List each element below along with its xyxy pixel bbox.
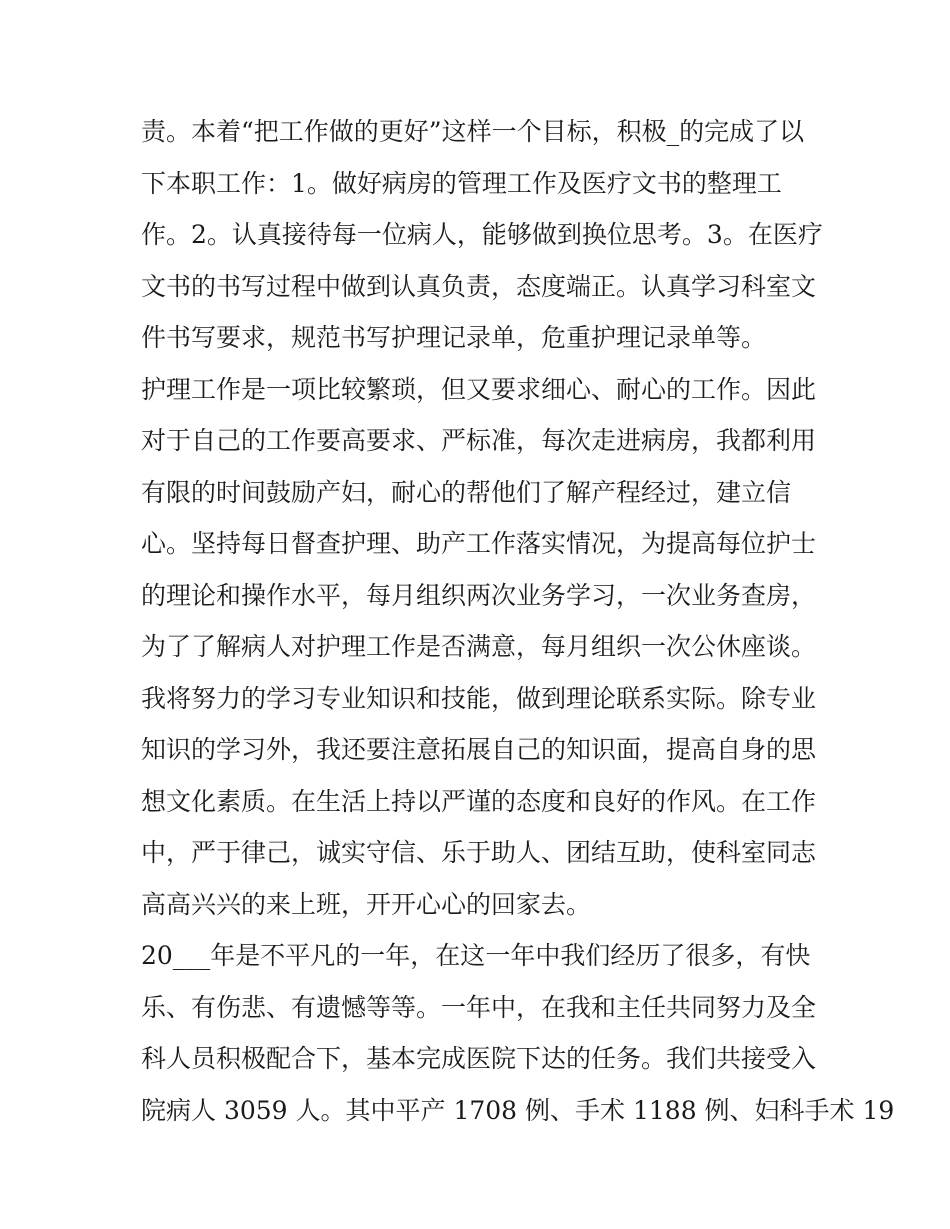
text-line: 想文化素质。在生活上持以严谨的态度和良好的作风。在工作 [141, 786, 817, 816]
text-line: 中，严于律己，诚实守信、乐于助人、团结互助，使科室同志 [141, 838, 817, 867]
text-line: 有限的时间鼓励产妇，耐心的帮他们了解产程经过，建立信 [141, 477, 792, 507]
text-line: 心。坚持每日督查护理、助产工作落实情况，为提高每位护士 [141, 529, 817, 558]
document-body [141, 106, 895, 1136]
text-line: 知识的学习外，我还要注意拓展自己的知识面，提高自身的思 [141, 735, 817, 764]
text-line: 科人员积极配合下，基本完成医院下达的任务。我们共接受入 [141, 1044, 817, 1073]
text-line: 院病人 3059 人。其中平产 1708 例、手术 1188 例、妇科手术 19 [141, 1095, 895, 1125]
text-line: 作。2。认真接待每一位病人，能够做到换位思考。3。在医疗 [141, 220, 823, 249]
text-line: 护理工作是一项比较繁琐，但又要求细心、耐心的工作。因此 [141, 374, 817, 404]
text-line: 对于自己的工作要高要求、严标准，每次走进病房，我都利用 [141, 426, 817, 455]
text-line: 高高兴兴的来上班，开开心心的回家去。 [141, 889, 592, 919]
text-line: 20___年是不平凡的一年，在这一年中我们经历了很多，有快 [141, 941, 811, 970]
text-line: 我将努力的学习专业知识和技能，做到理论联系实际。除专业 [141, 683, 817, 713]
text-line: 文书的书写过程中做到认真负责，态度端正。认真学习科室文 [141, 271, 817, 301]
text-line: 乐、有伤悲、有遗憾等等。一年中，在我和主任共同努力及全 [141, 992, 817, 1022]
text-line: 下本职工作：1。做好病房的管理工作及医疗文书的整理工 [141, 168, 782, 198]
text-line: 为了了解病人对护理工作是否满意，每月组织一次公休座谈。 [141, 632, 817, 661]
text-line: 件书写要求，规范书写护理记录单，危重护理记录单等。 [141, 323, 767, 352]
text-line: 责。本着“把工作做的更好”这样一个目标，积极_的完成了以 [141, 117, 805, 146]
text-line: 的理论和操作水平，每月组织两次业务学习，一次业务查房， [141, 580, 817, 610]
